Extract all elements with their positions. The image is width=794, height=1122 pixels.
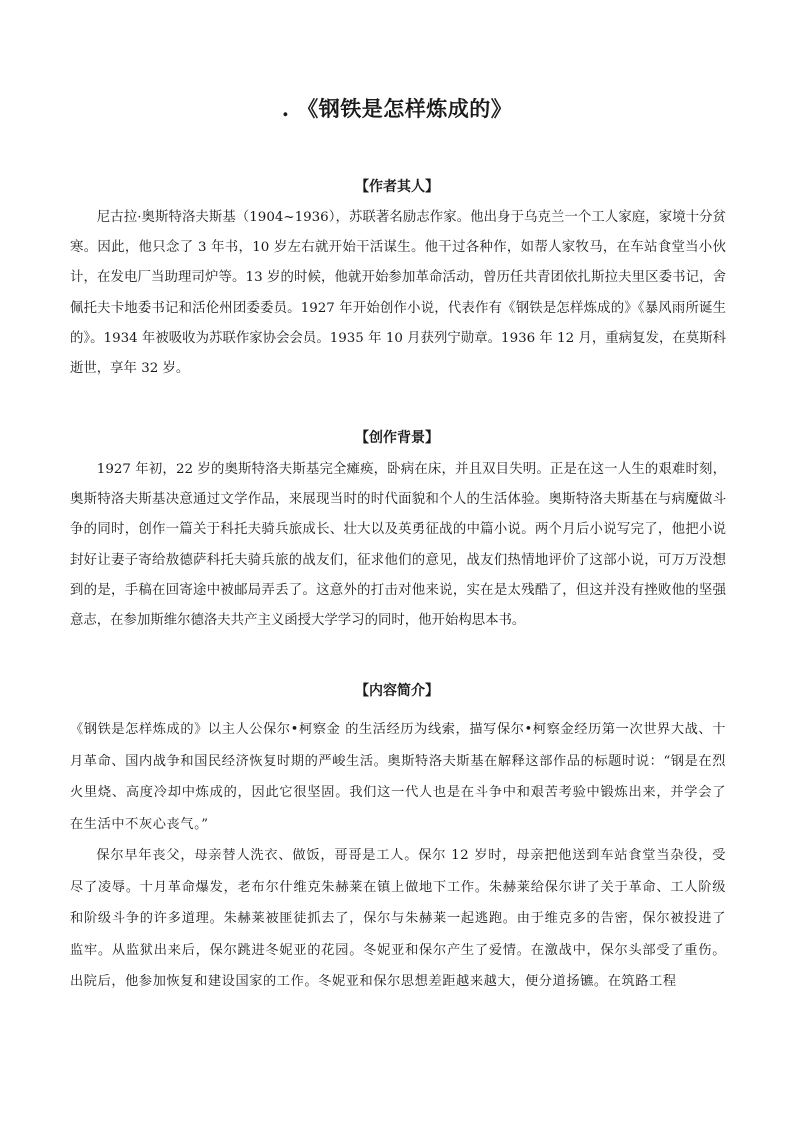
document-title: . 《钢铁是怎样炼成的》 xyxy=(281,96,513,121)
paragraph-summary-1: 《钢铁是怎样炼成的》以主人公保尔•柯察金 的生活经历为线索，描写保尔•柯察金经历第一次世界大战、十月革命、国内战争和国民经济恢复时期的严峻生活。奥斯特洛夫斯基在解释这部作品的标题时说：“钢是在烈火里烧、高度冷却中炼成的，因此它很坚固。我们这一代人也是在斗争中和艰苦考验中锻炼出来，并学会了在生活中不灰心丧气。” xyxy=(70,722,726,832)
paragraph-summary-2: 保尔早年丧父，母亲替人洗衣、做饭，哥哥是工人。保尔 12 岁时，母亲把他送到车站食堂当杂役，受尽了凌辱。十月革命爆发，老布尔什维克朱赫莱在镇上做地下工作。朱赫莱给保尔讲了关于革命、工人阶级和阶级斗争的许多道理。朱赫莱被匪徒抓去了，保尔与朱赫莱一起逃跑。由于维克多的告密，保尔被投进了监牢。从监狱出来后，保尔跳进冬妮亚的花园。冬妮亚和保尔产生了爱情。在激战中，保尔头部受了重伤。出院后，他参加恢复和建设国家的工作。冬妮亚和保尔思想差距越来越大，便分道扬镳。在筑路工程 xyxy=(70,848,726,989)
section-heading-author: 【作者其人】 xyxy=(355,179,439,195)
section-heading-summary: 【内容简介】 xyxy=(355,683,439,699)
paragraph-author: 尼古拉·奥斯特洛夫斯基（1904~1936），苏联著名励志作家。他出身于乌克兰一个工人家庭，家境十分贫寒。因此，他只念了 3 年书，10 岁左右就开始干活谋生。他干过各种作，如帮人家牧马，在车站食堂当小伙计，在发电厂当助理司炉等。13 岁的时候，他就开始参加革命活动，曾历任共青团依扎斯拉夫里区委书记，舍佩托夫卡地委书记和活伦州团委委员。1927 年开始创作小说，代表作有《钢铁是怎样炼成的》《暴风雨所诞生的》。1934 年被吸收为苏联作家协会会员。1935 年 10 月获列宁勋章。1936 年 12 月，重病复发，在莫斯科逝世，享年 32 岁。 xyxy=(70,210,726,377)
paragraph-background: 1927 年初，22 岁的奥斯特洛夫斯基完全瘫痪，卧病在床，并且双目失明。正是在这一人生的艰难时刻，奥斯特洛夫斯基决意通过文学作品，来展现当时的时代面貌和个人的生活体验。奥斯特洛夫斯基在与病魔做斗争的同时，创作一篇关于科托夫骑兵旅成长、壮大以及英勇征战的中篇小说。两个月后小说写完了，他把小说封好让妻子寄给敖德萨科托夫骑兵旅的战友们，征求他们的意见，战友们热情地评价了这部小说，可万万没想到的是，手稿在回寄途中被邮局弄丢了。这意外的打击对他来说，实在是太残酷了，但这并没有挫败他的坚强意志，在参加斯维尔德洛夫共产主义函授大学学习的同时，他开始构思本书。 xyxy=(70,462,726,629)
section-heading-background: 【创作背景】 xyxy=(355,430,439,446)
